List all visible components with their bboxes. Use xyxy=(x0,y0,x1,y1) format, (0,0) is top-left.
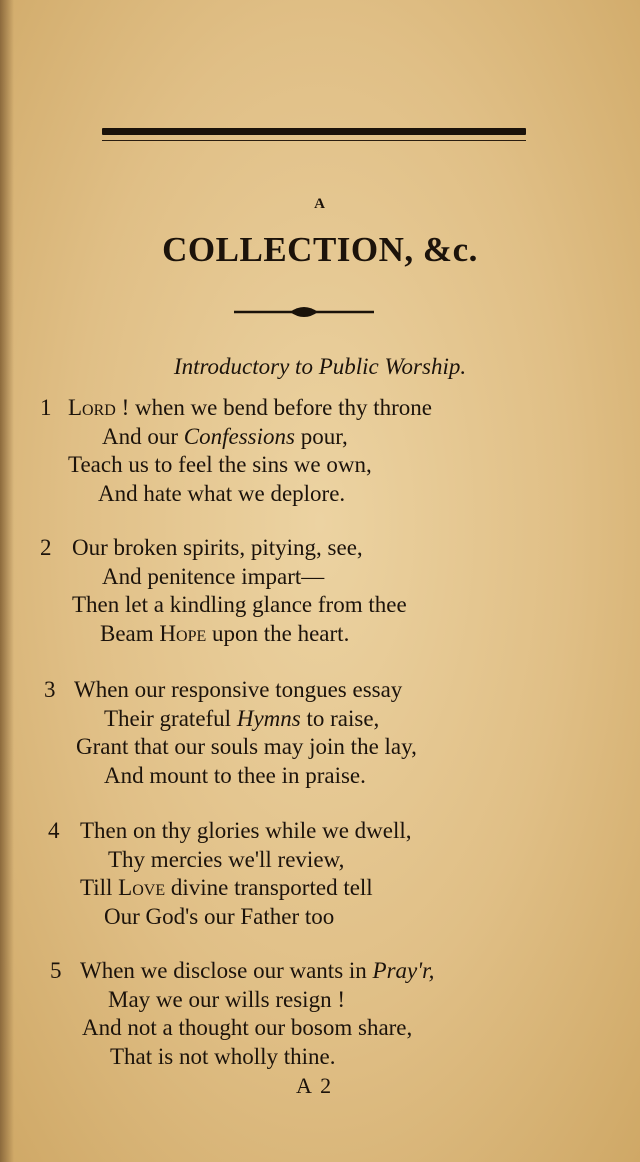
verse-line xyxy=(104,903,334,931)
verse-text: Our broken spirits, pitying, see, xyxy=(72,535,363,560)
verse-line xyxy=(82,1014,412,1042)
verse-line xyxy=(102,423,348,451)
verse-text: Then let a kindling glance from thee xyxy=(72,592,407,617)
stanza-number: 4 xyxy=(48,818,60,843)
verse-line xyxy=(110,1043,336,1071)
verse-text: Lord xyxy=(68,395,116,420)
verse-text: Their grateful xyxy=(104,705,237,731)
verse-line xyxy=(74,676,402,704)
stanza-number: 1 xyxy=(40,395,52,420)
verse-line xyxy=(104,705,379,733)
verse-text: And our xyxy=(102,423,184,449)
verse-text: When our responsive tongues essay xyxy=(74,677,403,702)
verse-text: Teach us to feel the sins we own, xyxy=(68,452,372,477)
verse-text: And not a thought our bosom share, xyxy=(82,1015,413,1040)
page-title: COLLECTION, &c. xyxy=(162,230,478,269)
verse-text: ! when we bend before thy throne xyxy=(115,395,432,420)
verse-text: divine transported tell xyxy=(165,875,373,900)
verse-text: Our God's our Father too xyxy=(104,903,335,929)
verse-line xyxy=(98,480,345,508)
signature-mark: A 2 xyxy=(296,1073,334,1098)
stanza-number: 3 xyxy=(44,677,56,702)
verse-text: Beam xyxy=(100,620,160,646)
heading-article: A xyxy=(314,196,326,212)
verse-text: May we our wills resign ! xyxy=(108,986,345,1012)
verse-text: upon the heart. xyxy=(206,620,350,646)
verse-text: Love xyxy=(118,875,166,900)
stanza-number: 2 xyxy=(40,535,52,560)
top-rule-thin xyxy=(102,140,526,141)
verse-text: That is not wholly thine. xyxy=(110,1043,336,1069)
section-subtitle: Introductory to Public Worship. xyxy=(173,354,467,379)
verse-text: to raise, xyxy=(300,705,380,731)
verse-line xyxy=(68,451,372,479)
top-rule-thick xyxy=(102,128,526,135)
stanza-number: 5 xyxy=(50,958,62,983)
verse-text: And penitence impart— xyxy=(102,563,325,589)
verse-text: Confessions xyxy=(183,423,295,449)
verse-line xyxy=(104,762,366,790)
verse-text: When we disclose our wants in xyxy=(80,958,373,983)
verse-line xyxy=(76,733,417,761)
verse-line xyxy=(108,986,345,1014)
verse-text: Till xyxy=(80,875,119,900)
verse-line xyxy=(102,563,324,591)
verse-line xyxy=(80,957,434,985)
verse-text: Hope xyxy=(159,620,207,646)
verse-line xyxy=(68,394,432,422)
verse-line xyxy=(100,620,349,648)
verse-text: And mount to thee in praise. xyxy=(104,762,366,788)
verse-line xyxy=(72,591,407,619)
ornament-divider-icon xyxy=(232,302,376,322)
verse-line xyxy=(80,874,373,902)
verse-text: And hate what we deplore. xyxy=(98,480,346,506)
verse-text: Hymns xyxy=(236,705,301,731)
verse-line xyxy=(72,534,363,562)
verse-line xyxy=(108,846,344,874)
verse-text: Grant that our souls may join the lay, xyxy=(76,734,417,759)
verse-text: Then on thy glories while we dwell, xyxy=(80,818,412,843)
verse-line xyxy=(80,817,412,845)
verse-text: Thy mercies we'll review, xyxy=(108,846,345,872)
verse-text: Pray'r, xyxy=(372,958,435,983)
verse-text: pour, xyxy=(294,423,348,449)
